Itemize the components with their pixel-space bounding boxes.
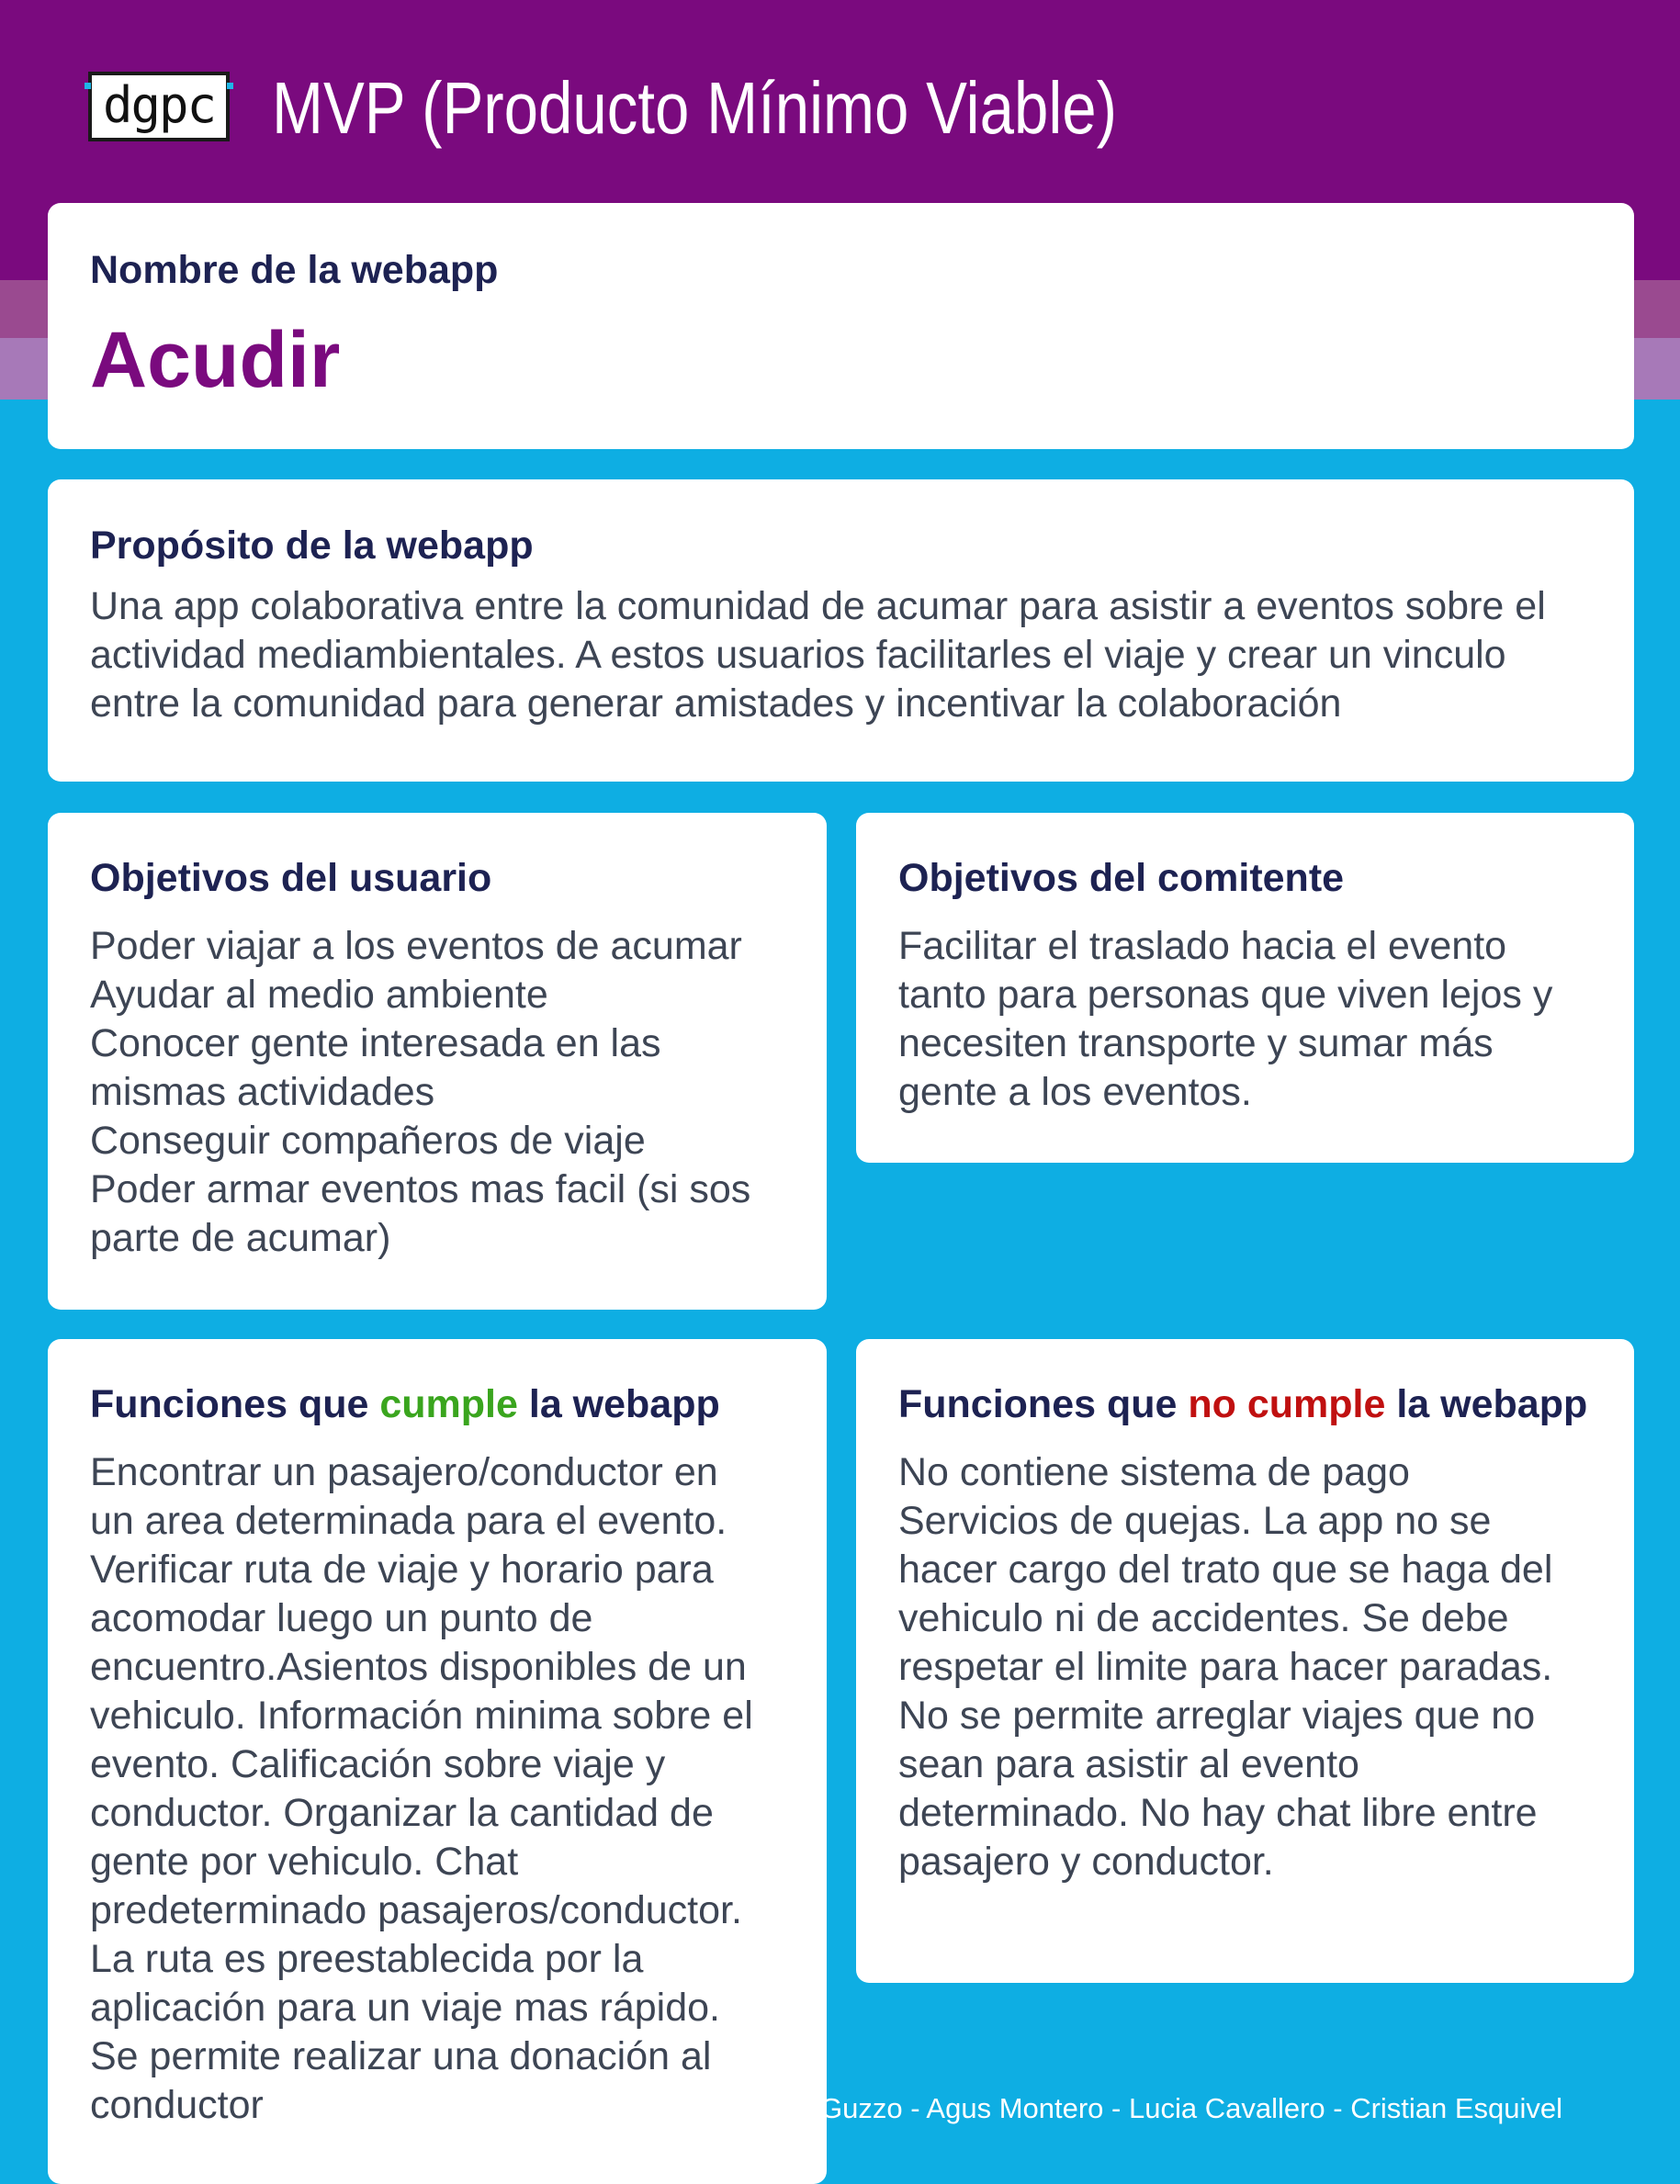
- heading-highlight-no-cumple: no cumple: [1188, 1382, 1386, 1426]
- heading-suffix: la webapp: [1385, 1382, 1588, 1426]
- user-goals-text: Poder viajar a los eventos de acumar Ayudar al medio ambiente Conocer gente interesada en las mismas actividades Conseguir compañeros de viaje Poder armar eventos mas facil (si sos parte de acumar): [90, 924, 751, 1260]
- heading-highlight-cumple: cumple: [379, 1382, 518, 1426]
- client-goals-heading: Objetivos del comitente: [898, 856, 1345, 900]
- app-name-card: [48, 203, 1634, 449]
- user-goals-card: [48, 813, 827, 1310]
- logo-text: dgpc: [102, 76, 216, 134]
- client-goals-text: Facilitar el traslado hacia el evento tanto para personas que viven lejos y necesiten transporte y sumar más gente a los eventos.: [898, 924, 1553, 1114]
- functions-fulfilled-card: [48, 1339, 827, 2184]
- purpose-heading: Propósito de la webapp: [90, 523, 534, 568]
- purpose-card: [48, 479, 1634, 782]
- app-name: Acudir: [90, 316, 341, 404]
- functions-fulfilled-heading: [90, 1380, 784, 1428]
- functions-fulfilled-text: Encontrar un pasajero/conductor en un area determinada para el evento. Verificar ruta de viaje y horario para acomodar luego un punto de encuentro.Asientos disponibles de un vehiculo. Información minima sobre el evento. Calificación sobre viaje y conductor. Organizar la cantidad de gente por vehiculo. Chat predeterminado pasajeros/conductor. La ruta es preestablecida por la aplicación para un viaje mas rápido. Se permite realizar una donación al conductor: [90, 1450, 753, 2127]
- footer-credits: Guzzo - Agus Montero - Lucia Cavallero - Cristian Esquivel: [820, 2092, 1563, 2124]
- app-name-heading: Nombre de la webapp: [90, 248, 499, 292]
- heading-prefix: Funciones que: [90, 1382, 380, 1426]
- logo-pixel-icon: [227, 83, 233, 89]
- functions-not-fulfilled-card: [856, 1339, 1634, 1983]
- purpose-text: Una app colaborativa entre la comunidad de acumar para asistir a eventos sobre el actividad mediambientales. A estos usuarios facilitarles el viaje y crear un vinculo entre la comunidad para generar amistades y incentivar la colaboración: [90, 584, 1546, 726]
- logo-pixel-icon: [85, 83, 91, 89]
- heading-prefix: Funciones que: [898, 1382, 1189, 1426]
- client-goals-card: [856, 813, 1634, 1163]
- user-goals-heading: Objetivos del usuario: [90, 856, 492, 900]
- dgpc-logo: [88, 72, 230, 141]
- heading-suffix: la webapp: [517, 1382, 720, 1426]
- page-title: MVP (Producto Mínimo Viable): [272, 67, 1118, 149]
- functions-not-fulfilled-text: No contiene sistema de pago Servicios de quejas. La app no se hacer cargo del trato que se haga del vehiculo ni de accidentes. Se debe respetar el limite para hacer paradas. No se permite arreglar viajes que no sean para asistir al evento determinado. No hay chat libre entre pasajero y conductor.: [898, 1450, 1553, 1884]
- functions-not-fulfilled-heading: [898, 1380, 1592, 1428]
